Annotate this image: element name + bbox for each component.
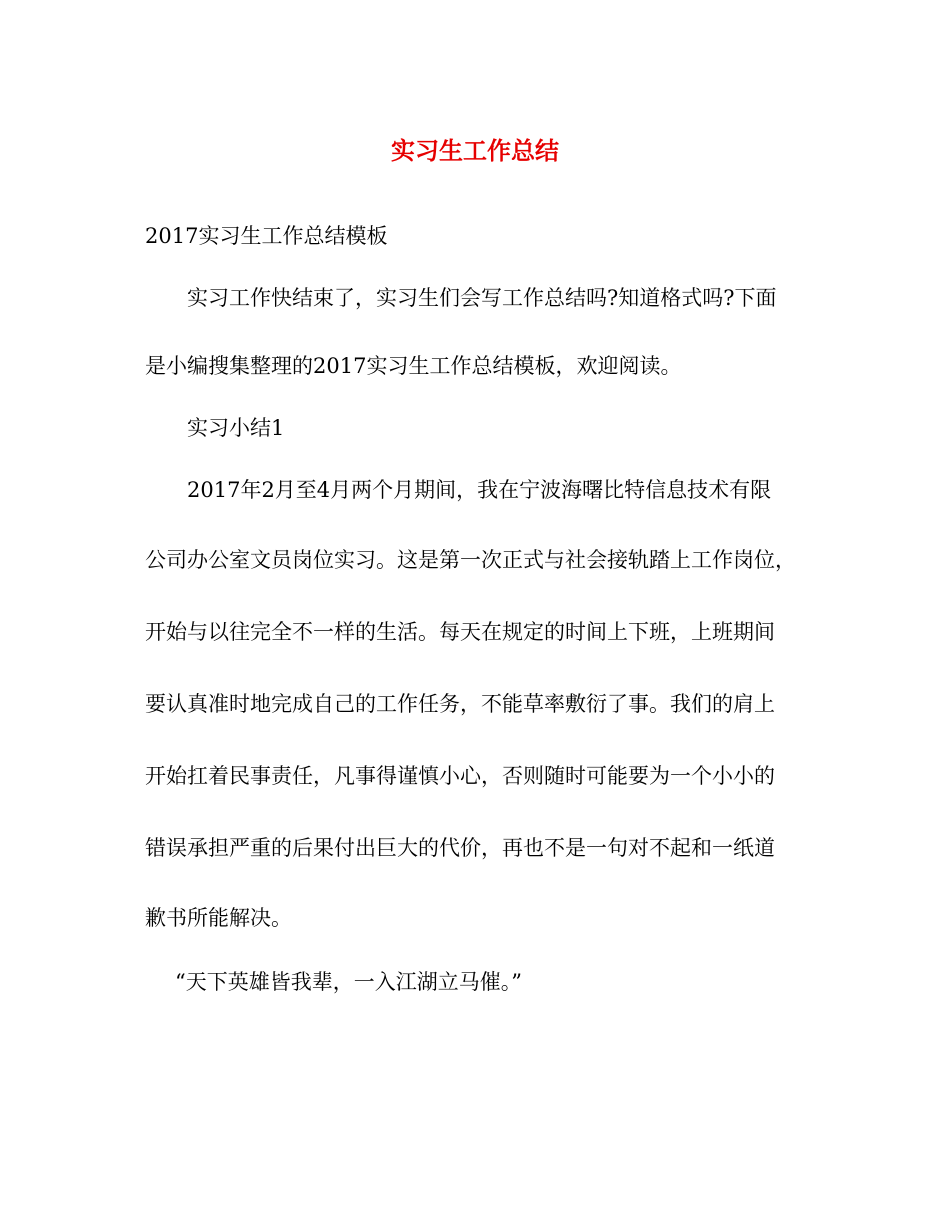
section-heading: 实习小结1 [187, 416, 285, 440]
body-line-2: 公司办公室文员岗位实习。这是第一次正式与社会接轨踏上工作岗位， [145, 548, 796, 572]
intro-line-2: 是小编搜集整理的2017实习生工作总结模板，欢迎阅读。 [145, 354, 682, 378]
body-line-7: 歉书所能解决。 [145, 906, 292, 930]
quote-line: “天下英雄皆我辈，一入江湖立马催。” [175, 970, 522, 994]
body-line-1: 2017年2月至4月两个月期间，我在宁波海曙比特信息技术有限 [187, 478, 772, 502]
body-line-4: 要认真准时地完成自己的工作任务，不能草率敷衍了事。我们的肩上 [145, 692, 775, 716]
intro-line-1: 实习工作快结束了，实习生们会写工作总结吗?知道格式吗?下面 [187, 286, 777, 310]
document-subtitle: 2017实习生工作总结模板 [145, 224, 388, 248]
body-line-6: 错误承担严重的后果付出巨大的代价，再也不是一句对不起和一纸道 [145, 836, 775, 860]
body-line-3: 开始与以往完全不一样的生活。每天在规定的时间上下班，上班期间 [145, 620, 775, 644]
body-line-5: 开始扛着民事责任，凡事得谨慎小心，否则随时可能要为一个小小的 [145, 764, 775, 788]
document-title: 实习生工作总结 [391, 137, 559, 165]
